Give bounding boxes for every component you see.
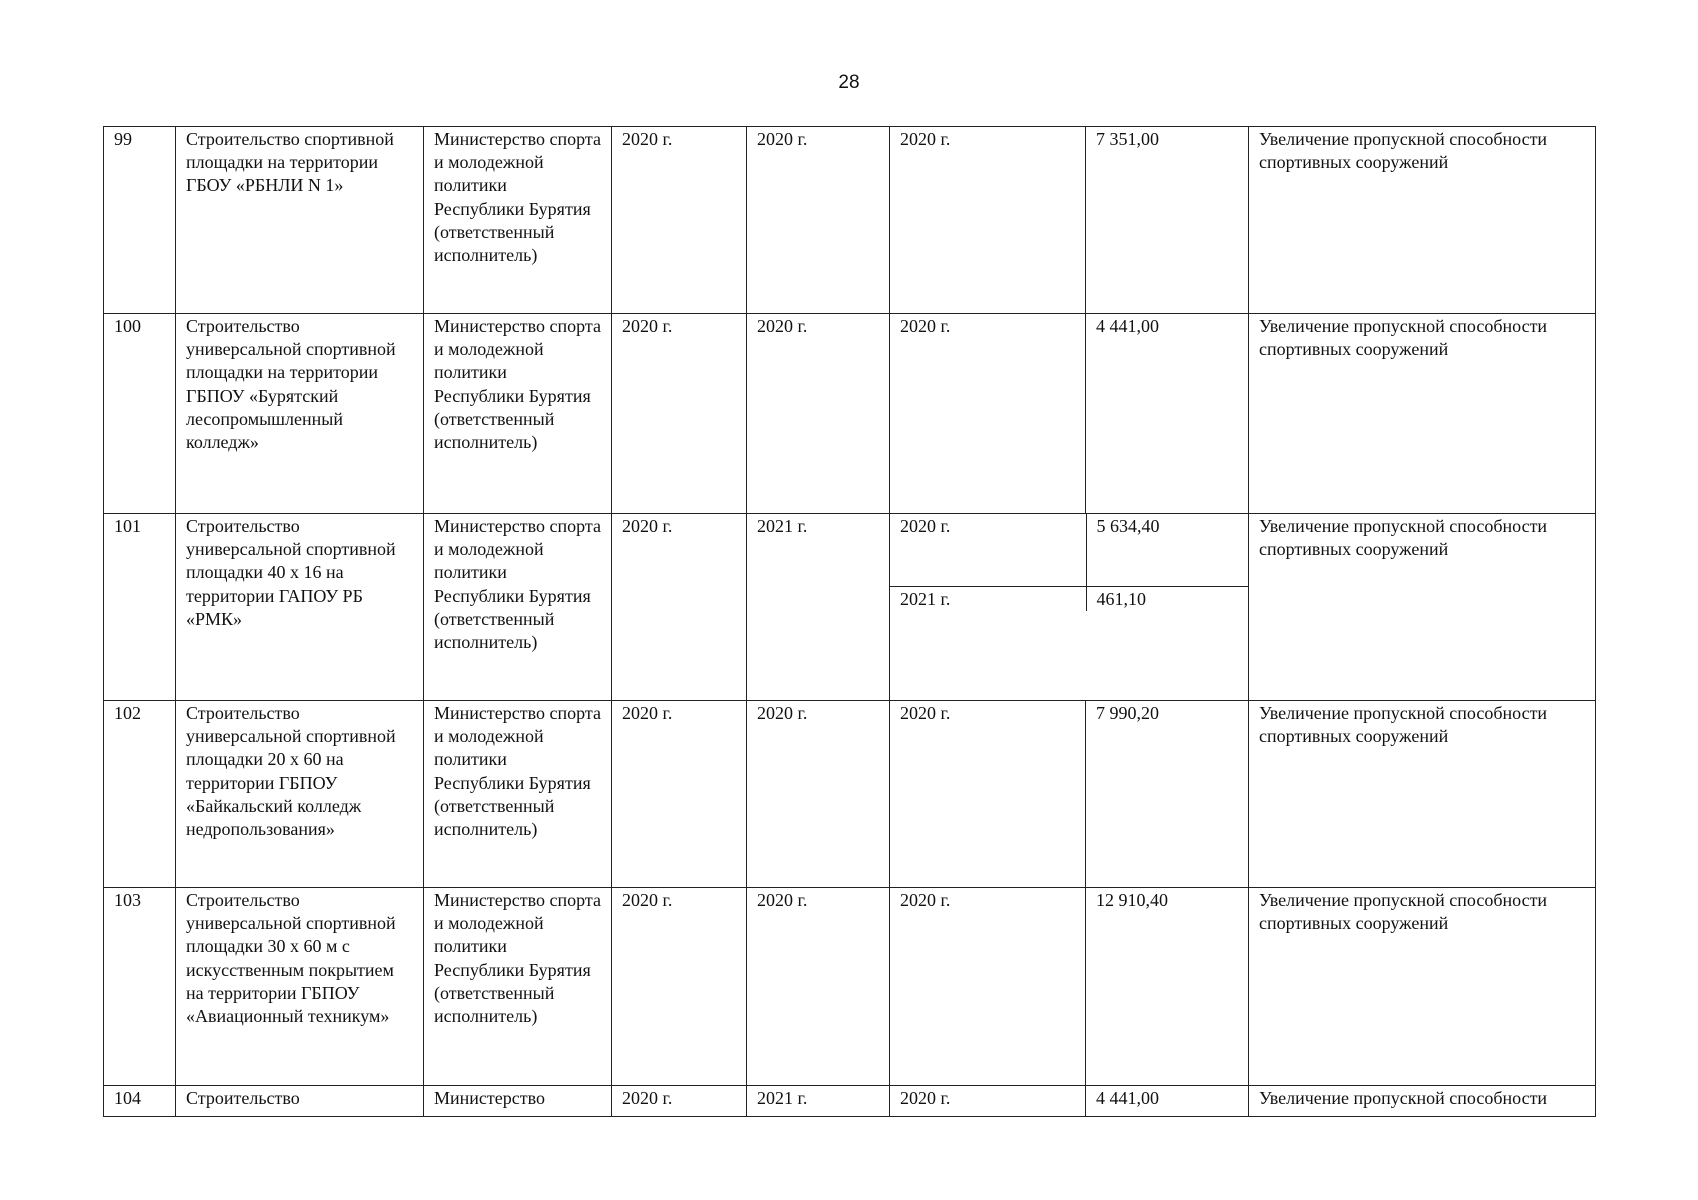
event-name: Строительство универсальной спортивной площадки 40 х 16 на территории ГАПОУ РБ «РМК»	[176, 514, 424, 701]
row-number: 101	[104, 514, 176, 701]
end-year: 2020 г.	[747, 127, 890, 314]
page-number: 28	[838, 72, 860, 93]
event-name: Строительство спортивной площадки на территории ГБОУ «РБНЛИ N 1»	[176, 127, 424, 314]
start-year: 2020 г.	[612, 701, 747, 888]
funding-split	[890, 514, 1249, 701]
table-row	[104, 127, 1596, 314]
funding-amount: 5 634,40	[1086, 514, 1249, 587]
funding-amount: 7 990,20	[1086, 701, 1249, 888]
table-row	[104, 888, 1596, 1086]
row-number: 102	[104, 701, 176, 888]
funding-year: 2020 г.	[890, 127, 1086, 314]
row-number: 99	[104, 127, 176, 314]
funding-year: 2020 г.	[890, 314, 1086, 514]
end-year: 2020 г.	[747, 888, 890, 1086]
funding-year: 2020 г.	[890, 514, 1086, 587]
funding-year: 2020 г.	[890, 1086, 1086, 1117]
executor: Министерство спорта и молодежной политики Республики Бурятия (ответственный исполнитель)	[424, 888, 612, 1086]
executor: Министерство	[424, 1086, 612, 1117]
event-name: Строительство	[176, 1086, 424, 1117]
row-number: 100	[104, 314, 176, 514]
row-number: 103	[104, 888, 176, 1086]
end-year: 2020 г.	[747, 314, 890, 514]
events-table	[103, 126, 1596, 1117]
funding-subtable	[890, 514, 1249, 611]
table-row	[104, 1086, 1596, 1117]
funding-year: 2020 г.	[890, 701, 1086, 888]
funding-year: 2020 г.	[890, 888, 1086, 1086]
expected-result: Увеличение пропускной способности спортивных сооружений	[1249, 314, 1596, 514]
row-number: 104	[104, 1086, 176, 1117]
event-name: Строительство универсальной спортивной площадки 30 х 60 м с искусственным покрытием на территории ГБПОУ «Авиационный техникум»	[176, 888, 424, 1086]
table-row	[104, 701, 1596, 888]
executor: Министерство спорта и молодежной политики Республики Бурятия (ответственный исполнитель)	[424, 127, 612, 314]
funding-amount: 12 910,40	[1086, 888, 1249, 1086]
executor: Министерство спорта и молодежной политики Республики Бурятия (ответственный исполнитель)	[424, 514, 612, 701]
expected-result: Увеличение пропускной способности спортивных сооружений	[1249, 888, 1596, 1086]
expected-result: Увеличение пропускной способности	[1249, 1086, 1596, 1117]
funding-amount-2: 461,10	[1086, 587, 1249, 612]
funding-amount: 4 441,00	[1086, 1086, 1249, 1117]
end-year: 2020 г.	[747, 701, 890, 888]
funding-amount: 4 441,00	[1086, 314, 1249, 514]
end-year: 2021 г.	[747, 1086, 890, 1117]
event-name: Строительство универсальной спортивной площадки 20 х 60 на территории ГБПОУ «Байкальский колледж недропользования»	[176, 701, 424, 888]
expected-result: Увеличение пропускной способности спортивных сооружений	[1249, 127, 1596, 314]
start-year: 2020 г.	[612, 514, 747, 701]
funding-amount: 7 351,00	[1086, 127, 1249, 314]
start-year: 2020 г.	[612, 127, 747, 314]
event-name: Строительство универсальной спортивной площадки на территории ГБПОУ «Бурятский лесопромышленный колледж»	[176, 314, 424, 514]
funding-year-2: 2021 г.	[900, 589, 951, 609]
executor: Министерство спорта и молодежной политики Республики Бурятия (ответственный исполнитель)	[424, 314, 612, 514]
table-row	[104, 514, 1596, 701]
start-year: 2020 г.	[612, 314, 747, 514]
expected-result: Увеличение пропускной способности спортивных сооружений	[1249, 701, 1596, 888]
table-row	[104, 314, 1596, 514]
executor: Министерство спорта и молодежной политики Республики Бурятия (ответственный исполнитель)	[424, 701, 612, 888]
start-year: 2020 г.	[612, 888, 747, 1086]
end-year: 2021 г.	[747, 514, 890, 701]
expected-result: Увеличение пропускной способности спортивных сооружений	[1249, 514, 1596, 701]
start-year: 2020 г.	[612, 1086, 747, 1117]
